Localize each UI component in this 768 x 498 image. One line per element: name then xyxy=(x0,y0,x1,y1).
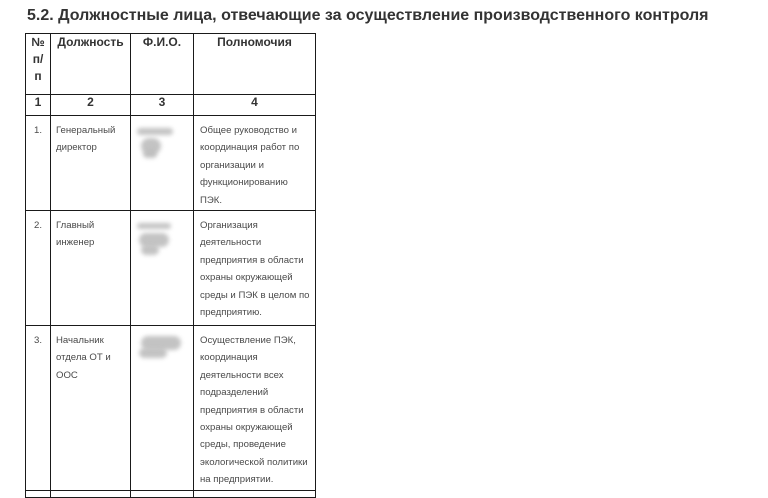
row-number: 1. xyxy=(26,116,51,211)
table-row xyxy=(26,326,316,491)
redacted-name xyxy=(131,211,194,326)
row-number: 2. xyxy=(26,211,51,326)
row-position: Начальник отдела ОТ и ООС xyxy=(51,326,131,491)
column-number: 3 xyxy=(131,95,194,116)
redacted-name xyxy=(131,116,194,211)
column-number: 2 xyxy=(51,95,131,116)
header-number: № п/ п xyxy=(26,34,51,95)
column-number-row xyxy=(26,95,316,116)
row-duties: Организация деятельности предприятия в области охраны окружающей среды и ПЭК в целом по предприятию. xyxy=(194,211,316,326)
row-number: 3. xyxy=(26,326,51,491)
section-heading: 5.2. Должностные лица, отвечающие за осуществление производственного контроля xyxy=(27,7,709,24)
header-position: Должность xyxy=(51,34,131,95)
header-duties: Полномочия xyxy=(194,34,316,95)
redacted-name xyxy=(131,326,194,491)
column-number: 4 xyxy=(194,95,316,116)
table-row xyxy=(26,211,316,326)
row-duties: Осуществление ПЭК, координация деятельности всех подразделений предприятия в области охраны окружающей среды, проведение экологической политики на предприятии. xyxy=(194,326,316,491)
table-row xyxy=(26,116,316,211)
row-position: Главный инженер xyxy=(51,211,131,326)
officials-table xyxy=(25,33,316,498)
column-number: 1 xyxy=(26,95,51,116)
table-header-row xyxy=(26,34,316,95)
header-name: Ф.И.О. xyxy=(131,34,194,95)
row-duties: Общее руководство и координация работ по организации и функционированию ПЭК. xyxy=(194,116,316,211)
row-position: Генеральный директор xyxy=(51,116,131,211)
